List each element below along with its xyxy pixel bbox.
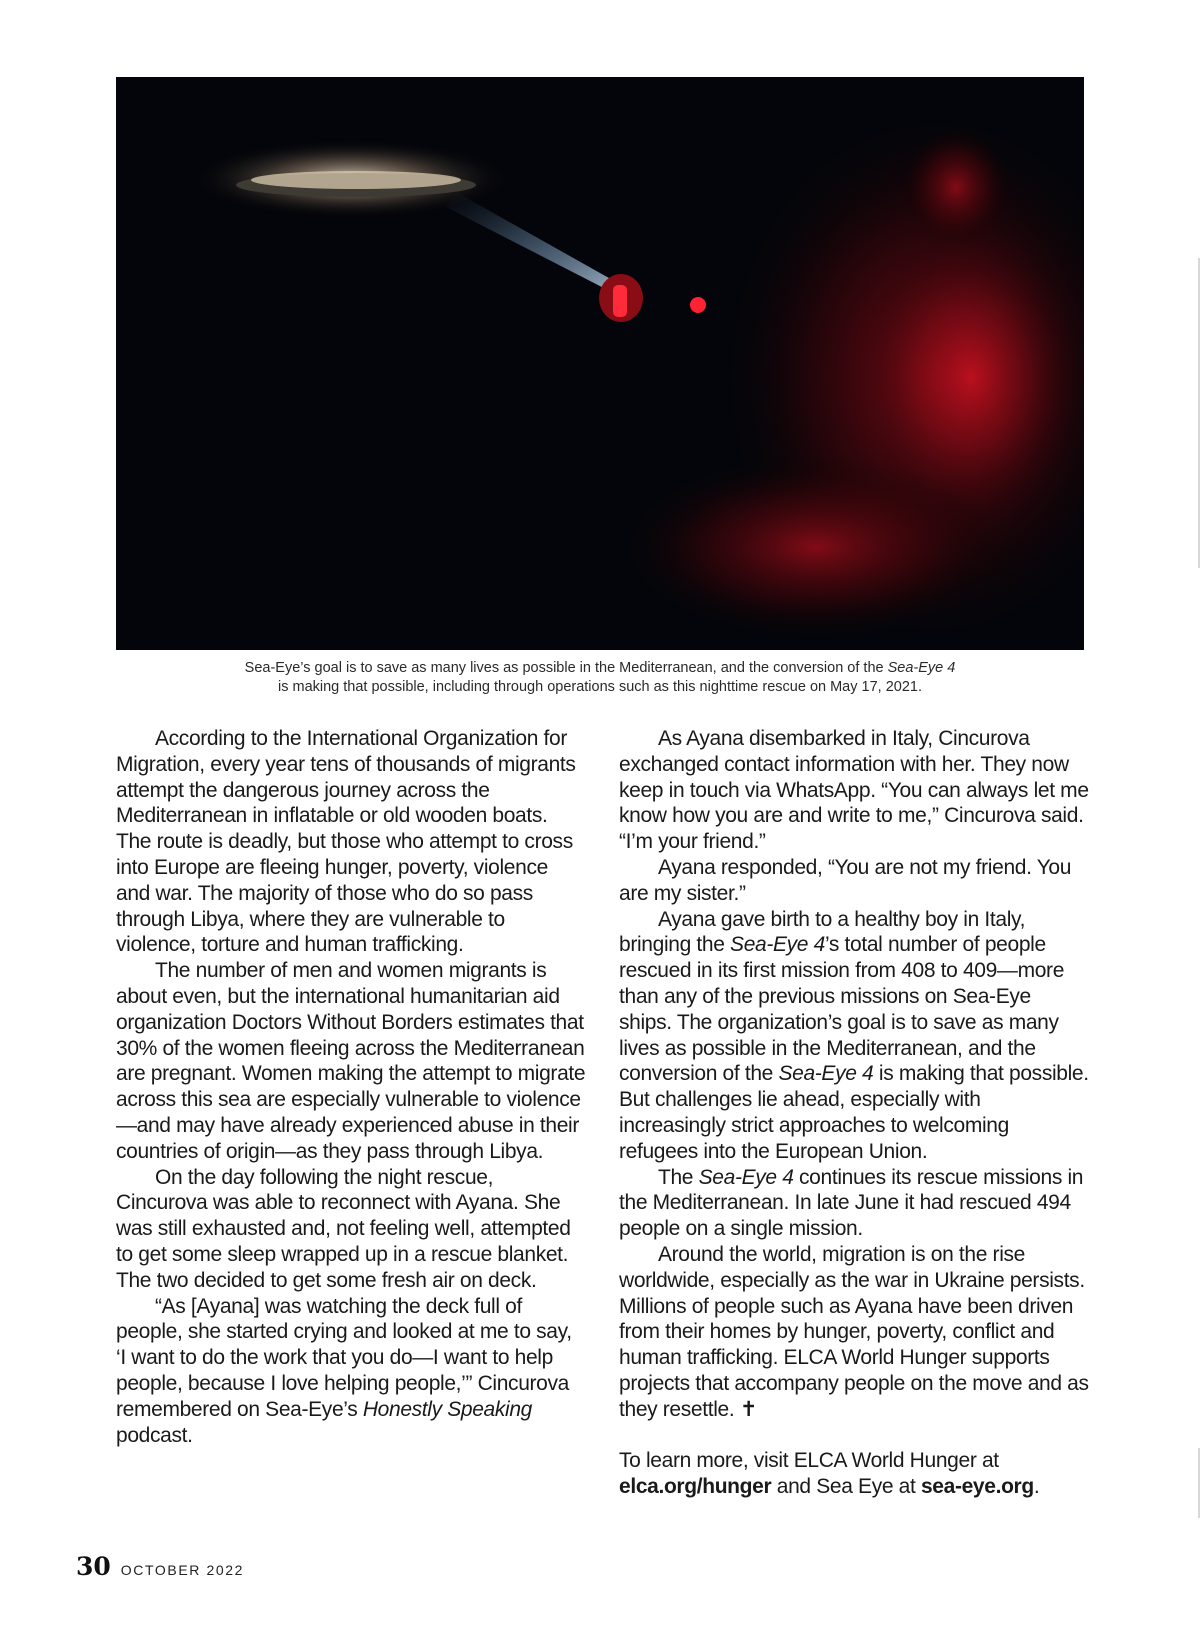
call-to-action xyxy=(619,1448,1089,1500)
end-cross-icon: ✝ xyxy=(739,1397,758,1421)
text-run: continues its rescue missions in the Mediterranean. In late June it had rescued 494 people on a single mission. xyxy=(619,1165,1084,1241)
sea-eye-link[interactable]: sea-eye.org xyxy=(920,1475,1034,1499)
paragraph: As Ayana disembarked in Italy, Cincurova exchanged contact information with her. They now keep in touch via WhatsApp. “You can always let me know how you are and write to me,” Cincurova said. “I’m your friend.” xyxy=(619,727,1089,854)
paragraph xyxy=(619,907,1089,1165)
paragraph xyxy=(116,1294,586,1449)
paragraph xyxy=(619,1165,1089,1242)
ship-name: Sea-Eye 4 xyxy=(698,1165,794,1189)
photo-caption xyxy=(116,659,1084,697)
elca-hunger-link[interactable]: elca.org/hunger xyxy=(619,1475,772,1499)
page-number: 30 xyxy=(76,1552,111,1581)
cta-period: . xyxy=(1033,1475,1040,1499)
paragraph: According to the International Organization for Migration, every year tens of thousands of migrants attempt the dangerous journey across the Mediterranean in inflatable or old wooden boats. The route is deadly, but those who attempt to cross into Europe are fleeing hunger, poverty, violence and war. The majority of those who do so pass through Libya, where they are vulnerable to violence, torture and human trafficking. xyxy=(116,727,576,957)
text-run: Around the world, migration is on the rise worldwide, especially as the war in Ukraine persists. Millions of people such as Ayana have been driven from their homes by hunger, poverty, conflict and human trafficking. ELCA World Hunger supports projects that accompany people on the move and as they resettle. xyxy=(619,1242,1089,1421)
text-run: ’s total number of people rescued in its first mission from 408 to 409—more than any of the previous missions on Sea-Eye ships. The organization’s goal is to save as many lives as possible in the Mediterranean, and the conversion of the xyxy=(619,933,1065,1086)
quote-text: “As [Ayana] was watching the deck full of people, she started crying and looked at me to say, ‘I want to do the work that you do—I want to help people, because I love helping people,’” Cincurova remembered on Sea-Eye’s xyxy=(116,1294,572,1421)
paragraph: Ayana responded, “You are not my friend. You are my sister.” xyxy=(619,855,1072,905)
ship-name: Sea-Eye 4 xyxy=(730,933,825,957)
caption-text: Sea-Eye’s goal is to save as many lives as possible in the Mediterranean, and the conversion of the xyxy=(244,660,888,676)
night-rescue-photo-illustration xyxy=(116,77,1084,650)
quote-tail: podcast. xyxy=(116,1423,193,1447)
night-rescue-photo xyxy=(116,77,1084,650)
caption-line-2: is making that possible, including through operations such as this nighttime rescue on May 17, 2021. xyxy=(277,679,922,695)
paragraph: The number of men and women migrants is about even, but the international humanitarian aid organization Doctors Without Borders estimates that 30% of the women fleeing across the Mediterranean are pregnant. Women making the attempt to migrate across this sea are especially vulnerable to violence—and may have already experienced abuse in their countries of origin—as they pass through Libya. xyxy=(116,959,586,1163)
podcast-title: Honestly Speaking xyxy=(362,1397,532,1421)
caption-line-1 xyxy=(116,659,1084,678)
page-footer xyxy=(76,1552,244,1582)
article-column-right xyxy=(619,726,1089,1500)
cta-text: To learn more, visit ELCA World Hunger at xyxy=(619,1449,999,1473)
text-run: is making that possible. But challenges lie ahead, especially with increasingly strict approaches to welcoming refugees into the European Union. xyxy=(619,1062,1089,1163)
text-run: The xyxy=(658,1165,699,1189)
ship-name: Sea-Eye 4 xyxy=(778,1062,874,1086)
issue-date: OCTOBER 2022 xyxy=(120,1562,245,1578)
text-run: Ayana gave birth to a healthy boy in Italy, bringing the xyxy=(619,907,1026,957)
caption-ship-name: Sea-Eye 4 xyxy=(887,660,956,676)
paragraph: On the day following the night rescue, Cincurova was able to reconnect with Ayana. She was still exhausted and, not feeling well, attempted to get some sleep wrapped up in a rescue blanket. The two decided to get some fresh air on deck. xyxy=(116,1165,571,1292)
cta-text: and Sea Eye at xyxy=(771,1475,921,1499)
paragraph xyxy=(619,1242,1089,1423)
article-column-left xyxy=(116,726,586,1448)
